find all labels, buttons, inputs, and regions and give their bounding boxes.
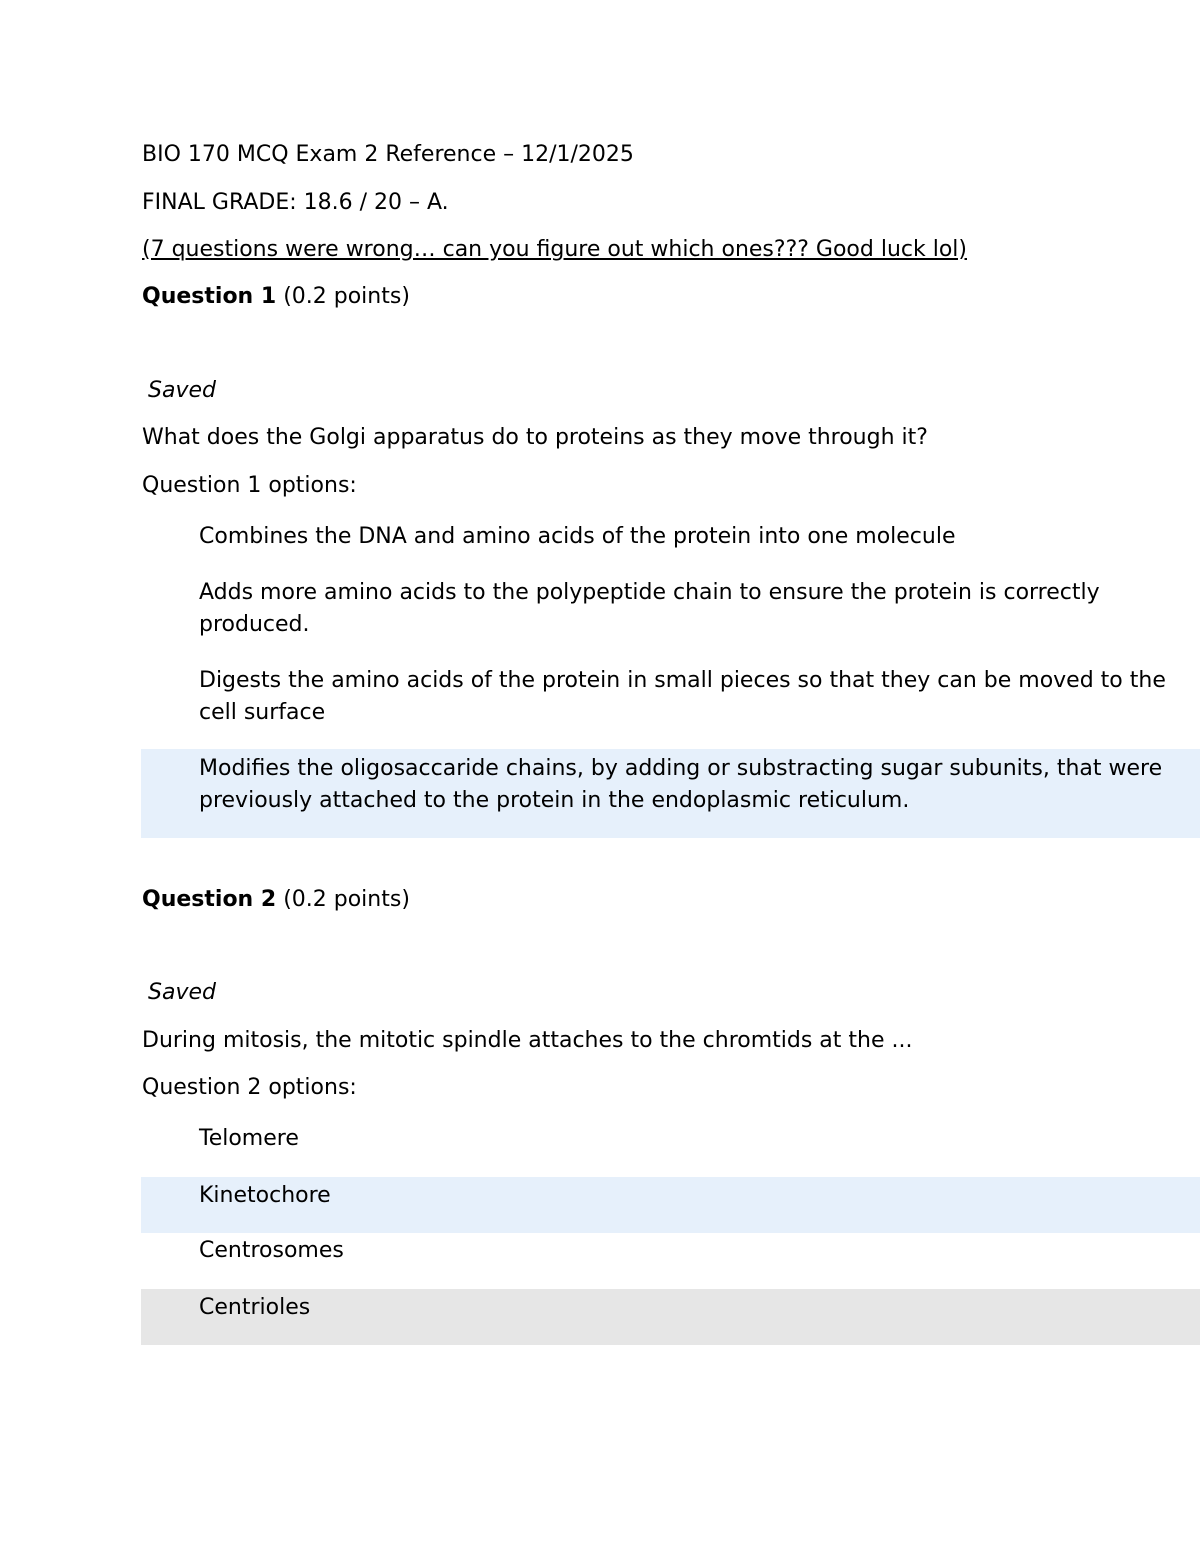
question-1-status: Saved: [148, 378, 216, 403]
option-text: Centrioles: [199, 1295, 311, 1320]
final-grade: FINAL GRADE: 18.6 / 20 – A.: [142, 190, 449, 215]
question-1-option-4-selected[interactable]: [141, 749, 1200, 838]
question-2-status: Saved: [148, 980, 216, 1005]
question-1-label: Question 1: [142, 284, 277, 309]
question-2-points: (0.2 points): [283, 887, 410, 912]
question-2-options-label: Question 2 options:: [142, 1075, 357, 1100]
question-2-option-2-selected[interactable]: [141, 1177, 1200, 1233]
question-1-points: (0.2 points): [283, 284, 410, 309]
question-2-option-3[interactable]: [141, 1235, 1200, 1267]
option-text: Digests the amino acids of the protein in small pieces so that they can be moved to the cell surface: [199, 668, 1166, 725]
note: (7 questions were wrong… can you figure out which ones??? Good luck lol): [142, 237, 967, 262]
question-2-option-1[interactable]: [141, 1123, 1200, 1155]
question-2-option-4-hovered[interactable]: [141, 1289, 1200, 1345]
question-2-header: [142, 885, 410, 915]
option-text: Modifies the oligosaccaride chains, by adding or substracting sugar subunits, that were previously attached to the protein in the endoplasmic reticulum.: [199, 756, 1163, 813]
option-text: Centrosomes: [199, 1238, 344, 1263]
option-text: Kinetochore: [199, 1183, 331, 1208]
question-1-header: [142, 282, 410, 312]
question-1-option-3[interactable]: [141, 665, 1200, 729]
question-1-option-1[interactable]: [141, 521, 1200, 553]
question-1-options-label: Question 1 options:: [142, 473, 357, 498]
question-1-option-2[interactable]: [141, 577, 1200, 641]
option-text: Adds more amino acids to the polypeptide chain to ensure the protein is correctly produced.: [199, 580, 1100, 637]
option-text: Combines the DNA and amino acids of the protein into one molecule: [199, 524, 956, 549]
question-2-label: Question 2: [142, 887, 277, 912]
option-text: Telomere: [199, 1126, 299, 1151]
document-title: BIO 170 MCQ Exam 2 Reference – 12/1/2025: [142, 142, 634, 167]
question-1-prompt: What does the Golgi apparatus do to proteins as they move through it?: [142, 425, 928, 450]
question-2-prompt: During mitosis, the mitotic spindle attaches to the chromtids at the ...: [142, 1028, 913, 1053]
